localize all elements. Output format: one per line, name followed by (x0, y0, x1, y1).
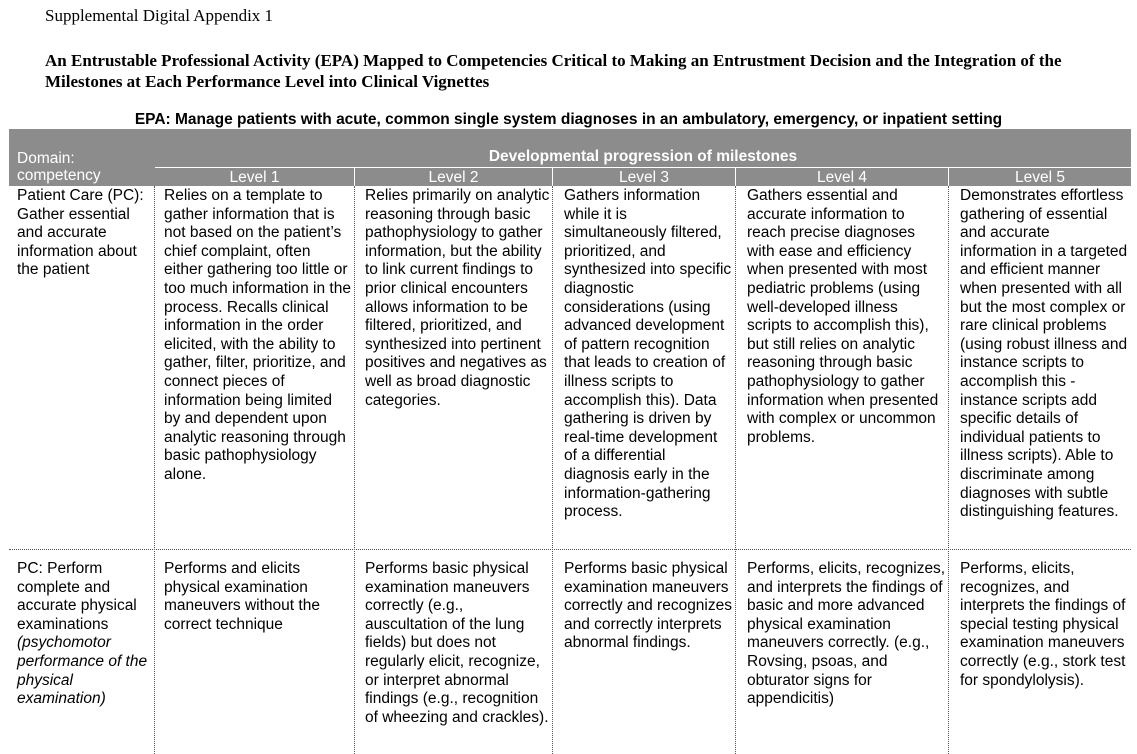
row1-level5-cell: Demonstrates effortless gathering of essential and accurate information in a targeted and efficient manner when presented with all but the most complex or rare clinical problems (using robust illness and instance scripts to accomplish this - instance scripts add specific details of individual patients to illness scripts). Able to discriminate among diagnoses with subtle distinguishing features. (960, 187, 1128, 521)
column-divider (354, 186, 355, 754)
row2-level2-cell: Performs basic physical examination maneuvers correctly (e.g., auscultation of the lung fields) but does not regularly elicit, recognize, or interpret abnormal findings (e.g., recognition of wheezing and crackles). (365, 560, 549, 726)
developmental-progression-header: Developmental progression of milestones (488, 148, 798, 165)
competency-gather-information: Patient Care (PC): Gather essential and accurate information about the patient (17, 187, 144, 279)
appendix-label: Supplemental Digital Appendix 1 (45, 6, 274, 25)
level-4-header: Level 4 (817, 169, 867, 186)
competency-label: PC: Perform complete and accurate physical examinations (17, 560, 137, 633)
row2-level3-cell: Performs basic physical examination maneuvers correctly and recognizes and correctly interprets abnormal findings. (564, 560, 732, 652)
level-1-header: Level 1 (229, 169, 280, 186)
competency-note: (psychomotor performance of the physical examination) (17, 634, 148, 708)
header-column-divider (354, 168, 355, 186)
row1-level3-cell: Gathers information while it is simultaneously filtered, prioritized, and synthesized into specific diagnostic considerations (using advanced development of pattern recognition that leads to creation of illness scripts to accomplish this). Data gathering is driven by real-time development of a differential diagnosis early in the information-gathering process. (564, 187, 732, 521)
level-3-header: Level 3 (619, 169, 669, 186)
row2-level1-cell: Performs and elicits physical examination maneuvers without the correct technique (164, 560, 320, 633)
header-divider (155, 167, 1131, 168)
header-column-divider (552, 168, 553, 186)
row1-level4-cell: Gathers essential and accurate information to reach precise diagnoses with ease and efficiency when presented with most pediatric problems (using well-developed illness scripts to accomplish this), but still relies on analytic reasoning through basic pathophysiology to gather information when presented with complex or uncommon problems. (747, 187, 939, 446)
header-column-divider (948, 168, 949, 186)
epa-statement: EPA: Manage patients with acute, common single system diagnoses in an ambulatory, emergency, or inpatient setting (134, 111, 1003, 128)
row1-level1-cell: Relies on a template to gather information that is not based on the patient’s chief complaint, often either gathering too little or too much information in the process. Recalls clinical information in the order elicited, with the ability to gather, filter, prioritize, and connect pieces of information being limited by and dependent upon analytic reasoning through basic pathophysiology alone. (164, 187, 351, 483)
column-divider (154, 186, 155, 754)
column-divider (735, 186, 736, 754)
header-column-divider (735, 168, 736, 186)
row-divider (9, 549, 1131, 550)
domain-competency-header: Domain: competency (17, 150, 101, 184)
column-divider (948, 186, 949, 754)
document-title: An Entrustable Professional Activity (EPA) Mapped to Competencies Critical to Making an Entrustment Decision and the Integration of the Milestones at Each Performance Level into Clinical Vignettes (45, 51, 1062, 91)
level-5-header: Level 5 (1015, 169, 1065, 186)
level-2-header: Level 2 (428, 169, 479, 186)
milestone-table (9, 129, 1131, 754)
row1-level2-cell: Relies primarily on analytic reasoning through basic pathophysiology to gather information, but the ability to link current findings to prior clinical encounters allows information to be filtered, prioritized, and synthesized into pertinent positives and negatives as well as broad diagnostic categories. (365, 187, 550, 409)
row2-level4-cell: Performs, elicits, recognizes, and interprets the findings of basic and more advanced physical examination maneuvers correctly. (e.g., Rovsing, psoas, and obturator signs for appendicitis) (747, 560, 946, 708)
row2-level5-cell: Performs, elicits, recognizes, and interprets the findings of special testing physical examination maneuvers correctly (e.g., stork test for spondylolysis). (960, 560, 1126, 689)
competency-physical-examination (17, 560, 151, 709)
column-divider (552, 186, 553, 754)
